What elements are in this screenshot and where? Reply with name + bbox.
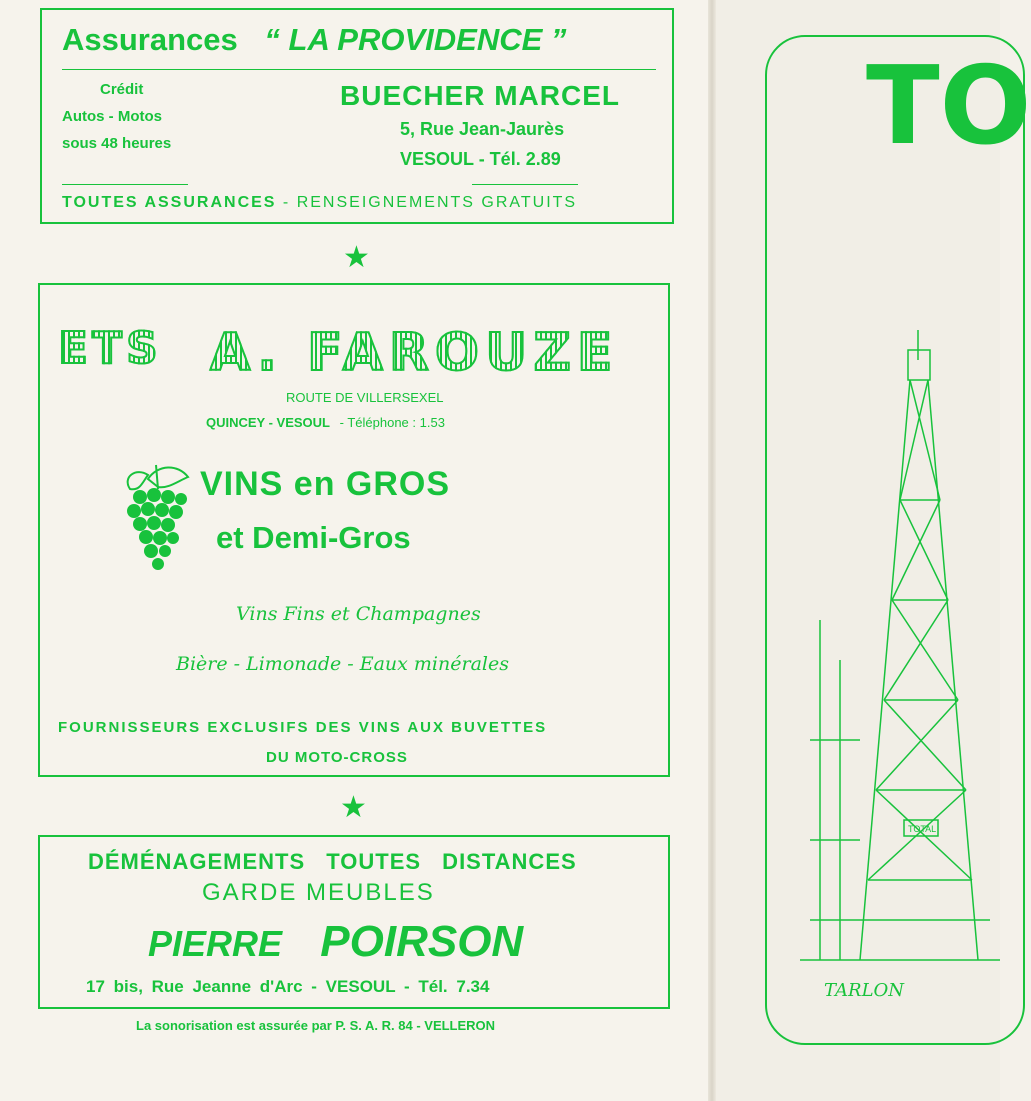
star-separator-2: ★: [340, 791, 367, 824]
ad-farouze: [38, 283, 670, 777]
ad1-title: [62, 22, 566, 58]
ad3-name-first: PIERRE: [148, 923, 283, 964]
sound-credit-line: La sonorisation est assurée par P. S. A. R. 84 - VELLERON: [136, 1018, 496, 1033]
ad1-left-rule: [62, 184, 188, 185]
ad2-route: ROUTE DE VILLERSEXEL: [286, 390, 444, 405]
total-ad-title: TO: [866, 44, 1031, 169]
ad2-company-name: A. FAROUZE: [210, 323, 619, 383]
ad-la-providence: [40, 8, 674, 224]
ad1-credit: Crédit: [100, 81, 144, 98]
ad2-headline-2: et Demi-Gros: [216, 520, 411, 555]
ad3-name-last: POIRSON: [320, 917, 524, 966]
ad3-line-1: DÉMÉNAGEMENTS TOUTES DISTANCES: [88, 849, 577, 874]
ad1-city-phone: VESOUL - Tél. 2.89: [400, 149, 561, 169]
ad1-footer: [62, 194, 577, 212]
ad1-delay: sous 48 heures: [62, 135, 172, 152]
ad2-phone: - Téléphone : 1.53: [339, 415, 445, 430]
ad1-title-prefix: Assurances: [62, 22, 238, 57]
ad1-address: 5, Rue Jean-Jaurès: [400, 119, 565, 139]
ad1-autos-motos: Autos - Motos: [62, 108, 162, 125]
ad1-title-name: “ LA PROVIDENCE ”: [264, 22, 567, 57]
ad2-headline-1: VINS en GROS: [200, 465, 451, 503]
ad2-footer-line-2: DU MOTO-CROSS: [266, 749, 408, 766]
ad2-location-line: [206, 415, 445, 430]
oil-derrick-illustration: [800, 320, 1000, 1010]
grapes-icon: [118, 459, 198, 579]
ad3-address: 17 bis, Rue Jeanne d'Arc - VESOUL - Tél. 7.34: [86, 977, 490, 996]
ad2-footer-line-1: FOURNISSEURS EXCLUSIFS DES VINS AUX BUVETTES: [58, 719, 548, 736]
ad2-ets: ETS: [58, 323, 162, 374]
ad1-footer-rest: - RENSEIGNEMENTS GRATUITS: [282, 194, 578, 211]
ad1-agent-name: BUECHER MARCEL: [340, 80, 620, 111]
star-separator-1: ★: [343, 241, 370, 274]
ad3-name: [148, 917, 523, 967]
ad2-script-line-2: Bière - Limonade - Eaux minérales: [176, 653, 509, 675]
ad2-script-line-1: Vins Fins et Champagnes: [236, 603, 481, 625]
ad1-right-rule: [472, 184, 578, 185]
page-fold: [708, 0, 716, 1101]
ad1-top-rule: [62, 69, 656, 70]
artist-signature: TARLON: [824, 980, 905, 1001]
ad3-line-2: GARDE MEUBLES: [202, 879, 435, 906]
total-sign-label: TOTAL: [908, 824, 937, 834]
ad1-footer-bold: TOUTES ASSURANCES: [62, 194, 277, 211]
ad2-location: QUINCEY - VESOUL: [206, 415, 331, 430]
ad-poirson: [38, 835, 670, 1009]
